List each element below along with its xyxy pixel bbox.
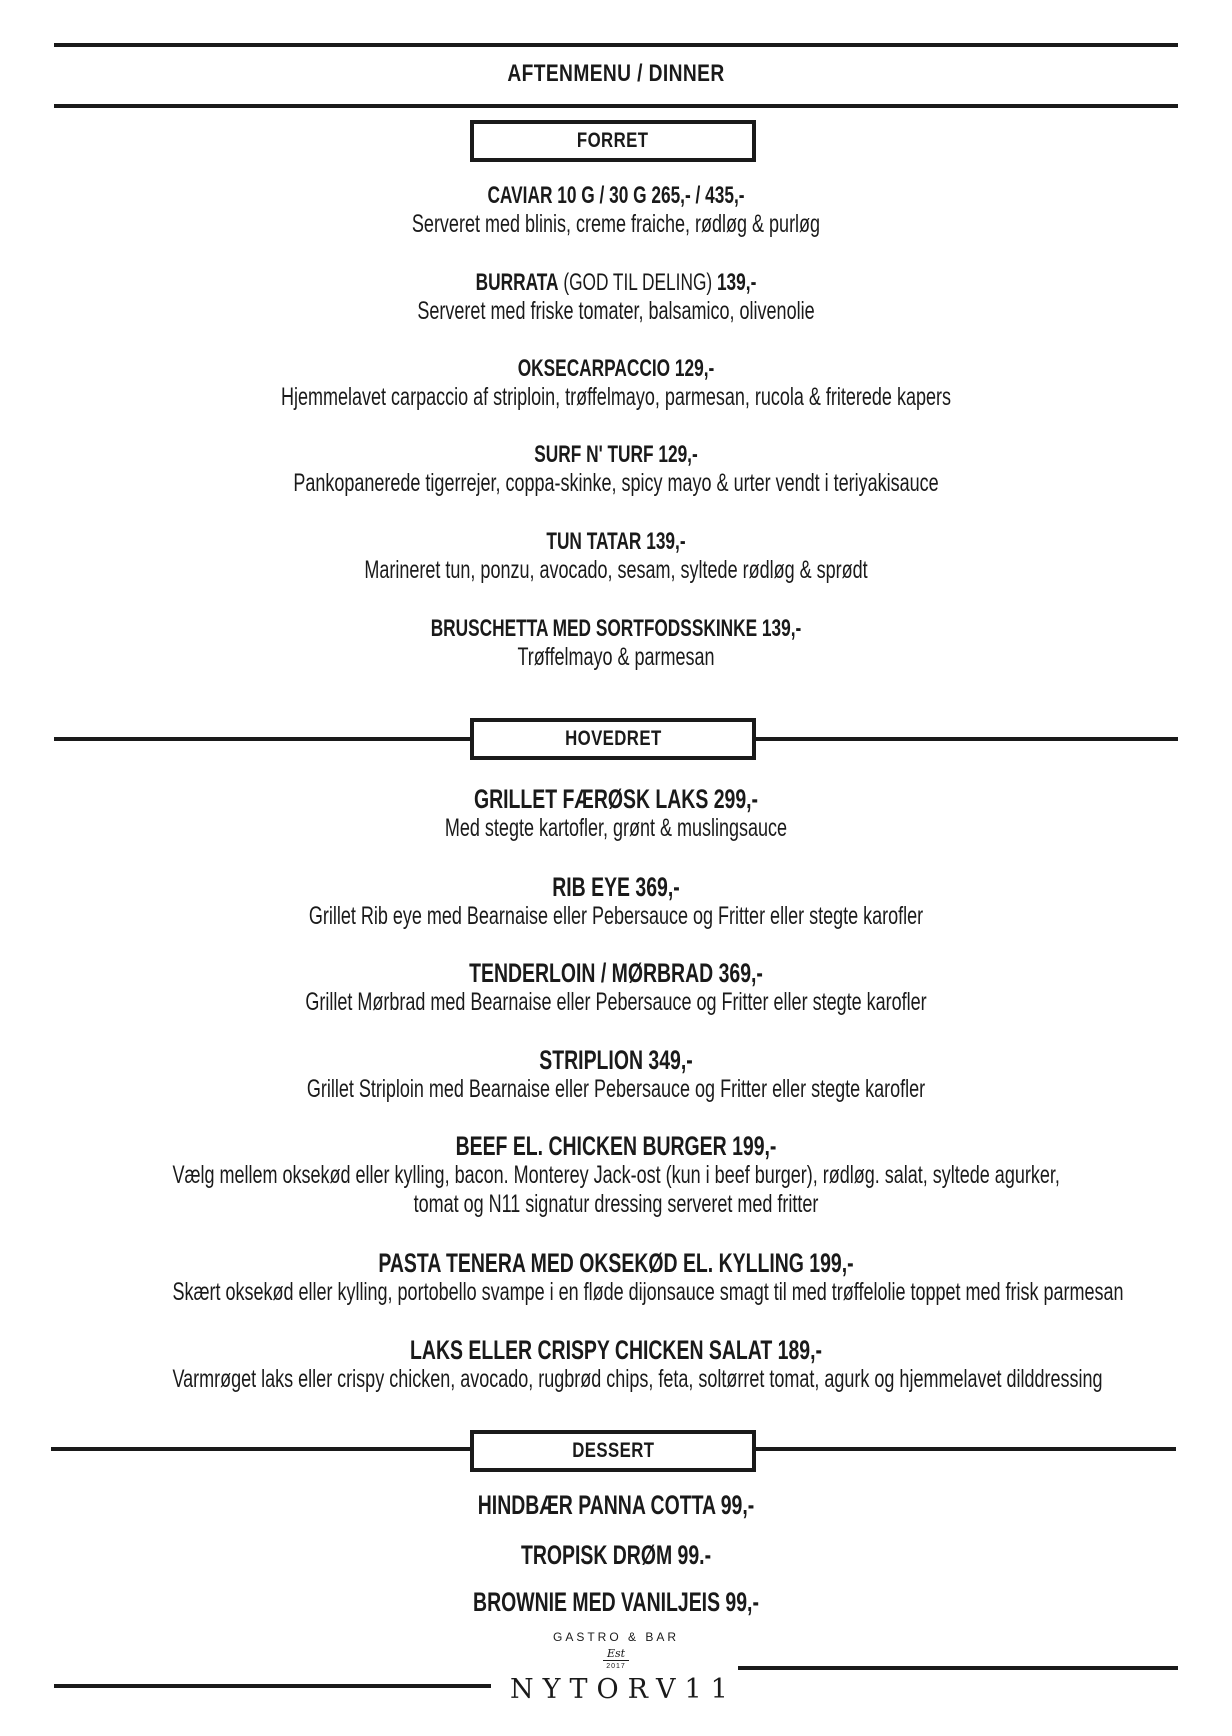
item-name: LAKS ELLER CRISPY CHICKEN SALAT 189,- xyxy=(410,1335,822,1365)
item-description: Vælg mellem oksekød eller kylling, bacon. Monterey Jack-ost (kun i beef burger), rødløg. salat, syltede agurker, xyxy=(172,1161,1060,1189)
item-name: SURF N' TURF 129,- xyxy=(534,441,698,468)
logo-tagline: GASTRO & BAR xyxy=(552,1630,680,1644)
menu-item-tropisk-drom xyxy=(0,1540,1232,1570)
item-description: Grillet Rib eye med Bearnaise eller Pebersauce og Fritter eller stegte karofler xyxy=(308,902,924,930)
logo-est: Est xyxy=(603,1648,629,1661)
item-price: 139,- xyxy=(716,269,757,296)
menu-item-panna-cotta xyxy=(0,1490,1232,1520)
item-name: TROPISK DRØM 99.- xyxy=(520,1540,712,1570)
section-label-hovedret: HOVEDRET xyxy=(564,727,662,750)
divider-left-dessert xyxy=(51,1447,474,1451)
menu-item-bruschetta xyxy=(0,615,1232,672)
item-name: BRUSCHETTA MED SORTFODSSKINKE 139,- xyxy=(430,615,802,642)
menu-item-oksecarpaccio xyxy=(0,355,1232,412)
item-name: RIB EYE 369,- xyxy=(552,872,680,902)
section-label-dessert: DESSERT xyxy=(571,1439,655,1462)
item-name: TENDERLOIN / MØRBRAD 369,- xyxy=(469,958,763,988)
item-name: TUN TATAR 139,- xyxy=(546,528,686,555)
item-description: Med stegte kartofler, grønt & muslingsauce xyxy=(444,814,788,842)
footer-rule-left xyxy=(54,1684,491,1688)
item-description-line2: tomat og N11 signatur dressing serveret med fritter xyxy=(413,1190,819,1218)
item-description: Hjemmelavet carpaccio af striploin, trøffelmayo, parmesan, rucola & friterede kapers xyxy=(281,383,951,411)
menu-item-laks xyxy=(0,784,1232,843)
item-description: Grillet Mørbrad med Bearnaise eller Pebersauce og Fritter eller stegte karofler xyxy=(305,988,927,1016)
item-name: BROWNIE MED VANILJEIS 99,- xyxy=(473,1587,759,1617)
item-name: PASTA TENERA MED OKSEKØD EL. KYLLING 199,- xyxy=(378,1248,854,1278)
menu-item-salat xyxy=(0,1335,1232,1394)
section-header-hovedret xyxy=(470,718,756,760)
menu-item-burrata xyxy=(0,269,1232,326)
section-label-forret: FORRET xyxy=(577,129,649,152)
item-description: Serveret med friske tomater, balsamico, olivenolie xyxy=(417,297,815,325)
item-description: Grillet Striploin med Bearnaise eller Pebersauce og Fritter eller stegte karofler xyxy=(306,1075,926,1103)
menu-item-surf-n-turf xyxy=(0,441,1232,498)
menu-item-burger xyxy=(0,1131,1232,1219)
item-description: Varmrøget laks eller crispy chicken, avocado, rugbrød chips, feta, soltørret tomat, agurk og hjemmelavet dilddressing xyxy=(172,1365,1103,1393)
item-description: Serveret med blinis, creme fraiche, rødløg & purløg xyxy=(411,210,821,238)
restaurant-logo xyxy=(510,1628,737,1718)
title-underline xyxy=(54,104,1178,108)
item-name xyxy=(172,269,1059,297)
menu-item-tun-tatar xyxy=(0,528,1232,585)
divider-right-hovedret xyxy=(756,737,1178,741)
item-name: GRILLET FÆRØSK LAKS 299,- xyxy=(473,784,759,814)
item-description: Pankopanerede tigerrejer, coppa-skinke, spicy mayo & urter vendt i teriyakisauce xyxy=(293,469,939,497)
divider-left-hovedret xyxy=(54,737,474,741)
logo-year: 2017 xyxy=(606,1663,626,1670)
section-header-forret xyxy=(470,120,756,162)
item-description: Marineret tun, ponzu, avocado, sesam, syltede rødløg & sprødt xyxy=(364,556,868,584)
menu-item-striplion xyxy=(0,1045,1232,1104)
menu-item-rib-eye xyxy=(0,872,1232,931)
top-rule xyxy=(54,43,1178,47)
menu-item-tenderloin xyxy=(0,958,1232,1017)
section-header-dessert xyxy=(470,1430,756,1472)
item-name: OKSECARPACCIO 129,- xyxy=(517,355,715,382)
menu-item-brownie xyxy=(0,1587,1232,1617)
item-name: HINDBÆR PANNA COTTA 99,- xyxy=(477,1490,755,1520)
item-description: Trøffelmayo & parmesan xyxy=(517,643,715,671)
menu-item-caviar xyxy=(0,182,1232,239)
footer-rule-right xyxy=(738,1666,1178,1670)
divider-right-dessert xyxy=(756,1447,1176,1451)
item-name: CAVIAR 10 G / 30 G 265,- / 435,- xyxy=(487,182,745,209)
menu-item-pasta-tenera xyxy=(0,1248,1232,1307)
item-name: STRIPLION 349,- xyxy=(539,1045,693,1075)
logo-name: NYTORV11 xyxy=(510,1674,737,1705)
item-name-text: BURRATA xyxy=(475,269,559,296)
item-description: Skært oksekød eller kylling, portobello svampe i en fløde dijonsauce smagt til med trøffelolie toppet med frisk parmesan xyxy=(172,1278,1124,1306)
page-title: AFTENMENU / DINNER xyxy=(507,60,725,87)
item-note: (GOD TIL DELING) xyxy=(558,269,717,296)
item-name: BEEF EL. CHICKEN BURGER 199,- xyxy=(455,1131,777,1161)
